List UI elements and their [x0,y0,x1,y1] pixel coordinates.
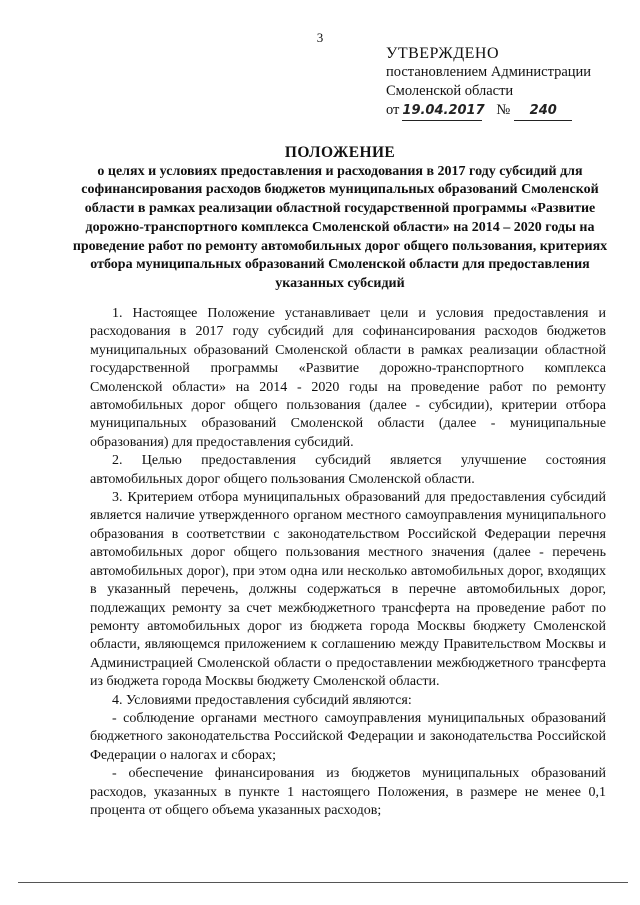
number-prefix: № [496,102,511,118]
approval-line-2: Смоленской области [386,83,514,99]
handwritten-number: 240 [514,101,572,121]
handwritten-date: 19.04.2017 [402,101,482,121]
paragraph-4-item-2: - обеспечение финансирования из бюджетов муниципальных образований расходов, указанных в пункте 1 настоящего Положения, в размере не менее 0,1 процента от общего объема указанных расходов; [90,766,606,818]
page-number: 3 [316,30,324,45]
paragraph-3: 3. Критерием отбора муниципальных образований для предоставления субсидий является наличие утвержденного органом местного самоуправления муниципального образования в соответствии с законодательством Российской Федерации перечня автомобильных дорог общего пользования местного значения (далее - перечень автомобильных дорог), при этом одна или несколько автомобильных дорог, входящих в указанный перечень, должны содержаться в перечне автомобильных дорог, подлежащих ремонту за счет межбюджетного трансферта на проведение работ по ремонту автомобильных дорог из бюджета города Москвы бюджету Смоленской области, являющемся приложением к соглашению между Правительством Москвы и Администрацией Смоленской области о предоставлении межбюджетного трансферта из бюджета города Москвы бюджету Смоленской области. [90,490,606,690]
heading-text: о целях и условиях предоставления и расходования в 2017 году субсидий для софинансирования расходов бюджетов муниципальных образований Смоленской области в рамках реализации областной государственной программы «Развитие дорожно-транспортного комплекса Смоленской области» на 2014 – 2020 годы на проведение работ по ремонту автомобильных дорог общего пользования, критериях отбора муниципальных образований Смоленской области для предоставления указанных субсидий [72,163,608,291]
paragraph-4: 4. Условиями предоставления субсидий являются: [112,692,412,708]
document-body [90,305,606,820]
document-heading [70,144,610,294]
date-prefix: от [386,102,400,118]
approval-title: УТВЕРЖДЕНО [386,45,500,62]
paragraph-2: 2. Целью предоставления субсидий является улучшение состояния автомобильных дорог общего пользования Смоленской области. [90,453,606,487]
approval-block [386,44,626,121]
approval-date-number-line [386,101,626,121]
paragraph-1: 1. Настоящее Положение устанавливает цели и условия предоставления и расходования в 2017 году субсидий для софинансирования расходов бюджетов муниципальных образований Смоленской области в рамках реализации областной государственной программы «Развитие дорожно-транспортного комплекса Смоленской области» на 2014 - 2020 годы на проведение работ по ремонту автомобильных дорог общего пользования (далее - субсидии), критерии отбора муниципальных образований Смоленской области (далее - муниципальные образования) для предоставления субсидий. [90,306,606,450]
paragraph-4-item-1: - соблюдение органами местного самоуправления муниципальных образований бюджетного законодательства Российской Федерации и законодательства Российской Федерации о налогах и сборах; [90,710,606,763]
approval-line-1: постановлением Администрации [386,64,592,80]
heading-title: ПОЛОЖЕНИЕ [284,144,396,161]
bottom-scan-edge-line [18,882,628,883]
